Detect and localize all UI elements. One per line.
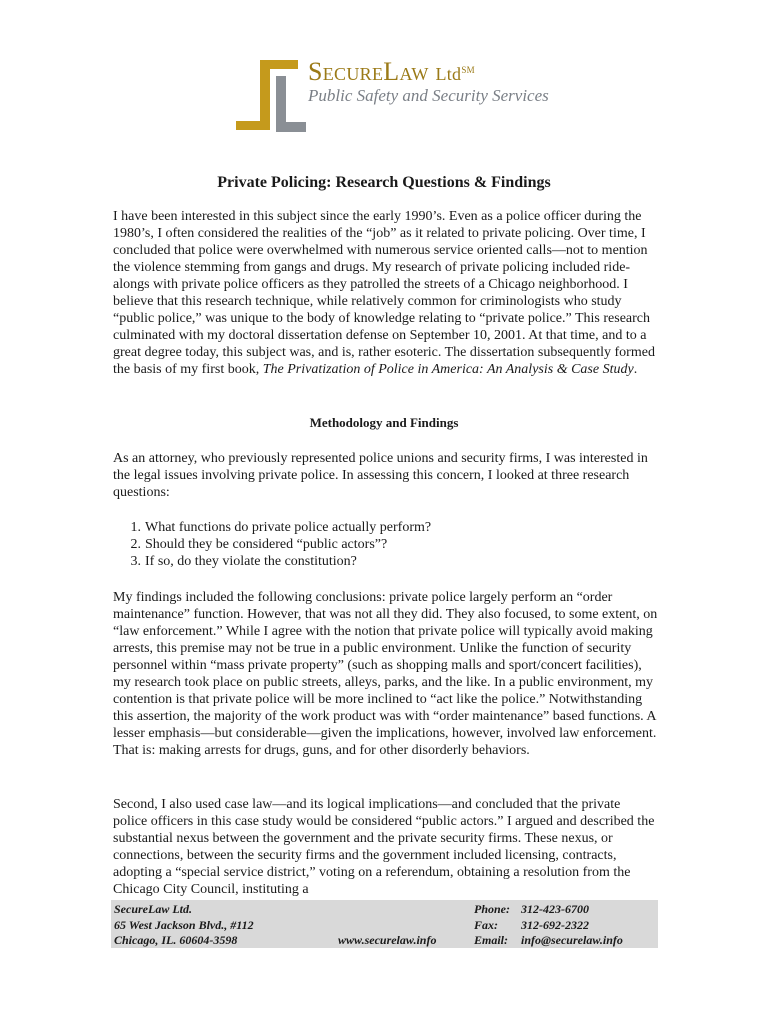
securelaw-logo-mark-icon (236, 56, 306, 138)
logo-name-l: L (383, 57, 400, 86)
list-item-number: 2. (130, 537, 141, 552)
book-title: The Privatization of Police in America: An Analysis & Case Study (262, 362, 634, 377)
logo-tagline: Public Safety and Security Services (308, 86, 549, 105)
footer-address-line2: Chicago, IL. 60604-3598 (114, 933, 238, 947)
list-item (113, 519, 658, 536)
securelaw-logo (236, 56, 556, 138)
logo-company-name (308, 58, 475, 88)
footer-contact-block (474, 902, 623, 949)
footer-fax-row (474, 918, 623, 934)
intro-paragraph-text: I have been interested in this subject since the early 1990’s. Even as a police officer during the 1980’s, I often considered the realities of the “job” as it related to private policing. Over time, I concluded that police were overwhelmed with numerous service oriented calls—not to mention the violence stemming from gangs and drugs. My research of private policing included ride-alongs with private police officers as they patrolled the streets of a Chicago neighborhood. I believe that this research technique, while relatively common for criminologists who study “public police,” was unique to the body of knowledge relating to “private police.” This research culminated with my doctoral dissertation defense on September 10, 2001. At that time, and to a great degree today, this subject was, and is, rather esoteric. The dissertation subsequently formed the basis of my first book, (113, 209, 655, 377)
case-law-paragraph: Second, I also used case law—and its logical implications—and concluded that the private police officers in this case study would be considered “public actors.” I argued and described the substantial nexus between the government and the private security firms. These nexus, or connections, between the security firms and the government included licensing, contracts, adopting a “special service district,” voting on a referendum, obtaining a resolution from the Chicago City Council, instituting a (113, 797, 655, 897)
list-item (113, 536, 658, 553)
logo-name-aw: AW (399, 64, 429, 84)
intro-paragraph (113, 208, 658, 378)
footer-email-row (474, 933, 623, 949)
footer-email-link[interactable]: info@securelaw.info (521, 933, 623, 947)
page-footer (111, 900, 658, 948)
list-item (113, 553, 658, 570)
footer-address-block (114, 902, 254, 949)
footer-fax-label: Fax: (474, 917, 498, 932)
logo-gold-shape (236, 60, 298, 130)
footer-phone: 312-423-6700 (521, 902, 589, 916)
intro-paragraph-end: . (633, 362, 638, 377)
document-title: Private Policing: Research Questions & Findings (217, 174, 551, 191)
footer-phone-row (474, 902, 623, 918)
list-item-number: 3. (130, 554, 141, 569)
list-item-text: If so, do they violate the constitution? (145, 554, 357, 569)
findings-paragraph: My findings included the following conclusions: private police largely perform an “order maintenance” function. However, that was not all they did. They also focused, to some extent, on “law enforcement.” While I agree with the notion that private police will typically avoid making arrests, this premise may not be true in a public environment. Unlike the function of security personnel within “mass private property” (such as shopping malls and sport/concert facilities), my research took place on public streets, alleys, parks, and the like. In a public environment, my contention is that private police will be more inclined to “act like the police.” Notwithstanding this assertion, the majority of the work product was with “order maintenance” based functions. A lesser emphasis—but considerable—given the implications, however, involved law enforcement. That is: making arrests for drugs, guns, and for other disorderly behaviors. (113, 590, 658, 758)
list-item-text: What functions do private police actually perform? (145, 520, 432, 535)
footer-address-line1: 65 West Jackson Blvd., #112 (114, 917, 254, 932)
methodology-paragraph: As an attorney, who previously represented police unions and security firms, I was interested in the legal issues involving private police. In assessing this concern, I looked at three research questions: (113, 451, 648, 500)
footer-website-link[interactable]: www.securelaw.info (338, 933, 437, 947)
logo-service-mark: SM (461, 65, 475, 75)
footer-email-label: Email: (474, 933, 509, 947)
logo-name-s: S (308, 57, 323, 86)
section-heading: Methodology and Findings (309, 415, 459, 430)
footer-fax: 312-692-2322 (521, 917, 589, 932)
footer-phone-label: Phone: (474, 902, 510, 916)
research-questions-list (113, 519, 658, 570)
footer-company: SecureLaw Ltd. (114, 902, 192, 916)
list-item-text: Should they be considered “public actors”? (145, 537, 388, 552)
logo-gray-shape (276, 76, 306, 132)
logo-name-ltd: Ltd (435, 64, 462, 84)
logo-name-ecure: ECURE (322, 64, 384, 84)
list-item-number: 1. (130, 520, 141, 535)
